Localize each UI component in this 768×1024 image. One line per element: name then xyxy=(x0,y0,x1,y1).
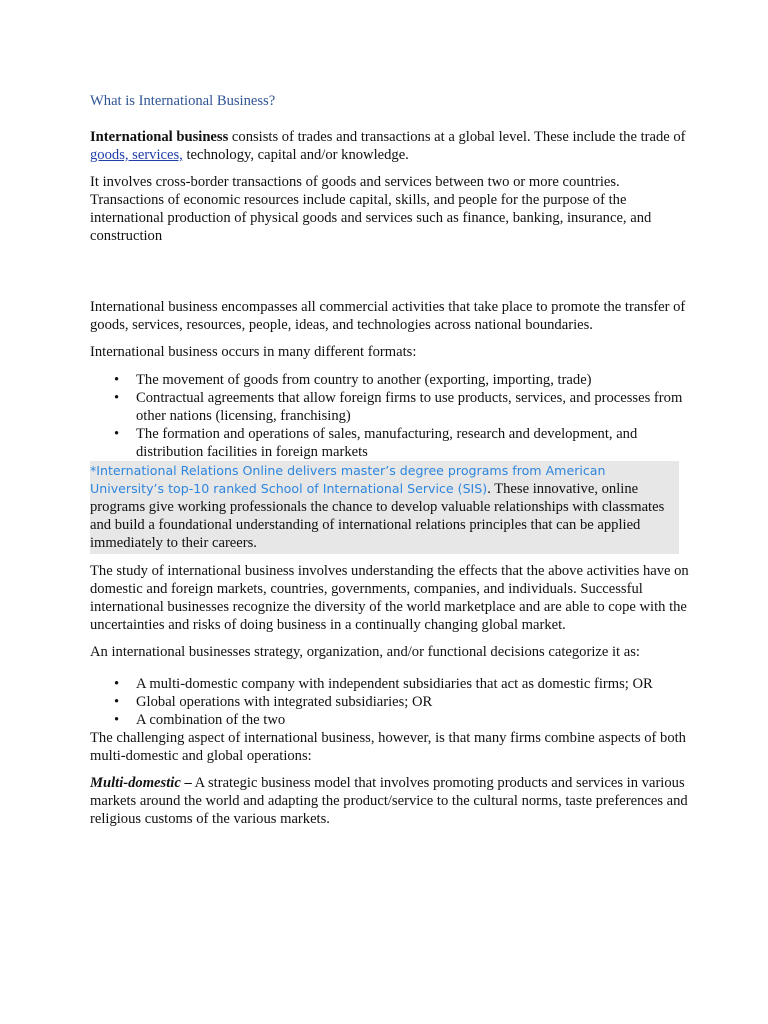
list-item xyxy=(114,693,690,711)
multi-domestic-paragraph xyxy=(90,774,690,828)
bullet-icon: • xyxy=(114,712,120,728)
page-title: What is International Business? xyxy=(90,93,276,109)
formats-intro-paragraph: International business occurs in many different formats: xyxy=(90,344,417,360)
list-item-text: The movement of goods from country to another (exporting, importing, trade) xyxy=(136,372,592,388)
study-paragraph: The study of international business involves understanding the effects that the above activities have on domestic and foreign markets, countries, governments, companies, and individuals. Successful international businesses recognize the diversity of the world marketplace and are able to cope with the uncertainties and risks of doing business in a continually changing global market. xyxy=(90,563,689,633)
intro-text-1: consists of trades and transactions at a global level. These include the trade of xyxy=(228,129,686,145)
bullet-icon: • xyxy=(114,676,120,692)
multi-domestic-text: A strategic business model that involves promoting products and services in various markets around the world and adapting the product/service to the cultural norms, taste preferences and religious customs of the various markets. xyxy=(90,775,688,827)
list-item xyxy=(114,711,690,729)
list-item xyxy=(114,425,690,461)
cross-border-paragraph: It involves cross-border transactions of goods and services between two or more countries. Transactions of economic resources include capital, skills, and people for the purpose of the international production of physical goods and services such as finance, banking, insurance, and construction xyxy=(90,174,652,244)
multi-domestic-dash: – xyxy=(180,775,192,791)
bullet-icon: • xyxy=(114,372,120,388)
multi-domestic-term: Multi-domestic xyxy=(90,775,181,791)
callout-highlight-link[interactable]: *International Relations Online delivers master’s degree programs from American University’s top-10 ranked School of International Service (SIS) xyxy=(90,463,606,496)
categories-list xyxy=(90,675,690,729)
intro-bold-term: International business xyxy=(90,129,229,145)
list-item xyxy=(114,389,690,425)
encompasses-paragraph: International business encompasses all commercial activities that take place to promote the transfer of goods, services, resources, people, ideas, and technologies across national boundaries. xyxy=(90,299,686,333)
challenging-paragraph: The challenging aspect of international business, however, is that many firms combine aspects of both multi-domestic and global operations: xyxy=(90,730,686,764)
list-item-text: The formation and operations of sales, manufacturing, research and development, and distribution facilities in foreign markets xyxy=(136,426,638,460)
callout-body-text: . These innovative, online programs give working professionals the chance to develop valuable relationships with classmates and build a foundational understanding of international relations principles that can be applied immediately to their careers. xyxy=(90,481,665,551)
goods-services-link[interactable]: goods, services, xyxy=(90,147,183,163)
intro-text-2: technology, capital and/or knowledge. xyxy=(182,147,409,163)
list-item-text: A combination of the two xyxy=(136,712,286,728)
bullet-icon: • xyxy=(114,426,120,442)
list-item xyxy=(114,675,690,693)
bullet-icon: • xyxy=(114,694,120,710)
intro-paragraph xyxy=(90,128,690,164)
promo-callout xyxy=(90,461,679,554)
bullet-icon: • xyxy=(114,390,120,406)
strategy-paragraph: An international businesses strategy, organization, and/or functional decisions categorize it as: xyxy=(90,644,640,660)
list-item xyxy=(114,371,690,389)
list-item-text: A multi-domestic company with independent subsidiaries that act as domestic firms; OR xyxy=(136,676,653,692)
formats-list xyxy=(90,371,690,461)
list-item-text: Contractual agreements that allow foreign firms to use products, services, and processes from other nations (licensing, franchising) xyxy=(136,390,683,424)
list-item-text: Global operations with integrated subsidiaries; OR xyxy=(136,694,433,710)
document-body xyxy=(90,92,690,828)
